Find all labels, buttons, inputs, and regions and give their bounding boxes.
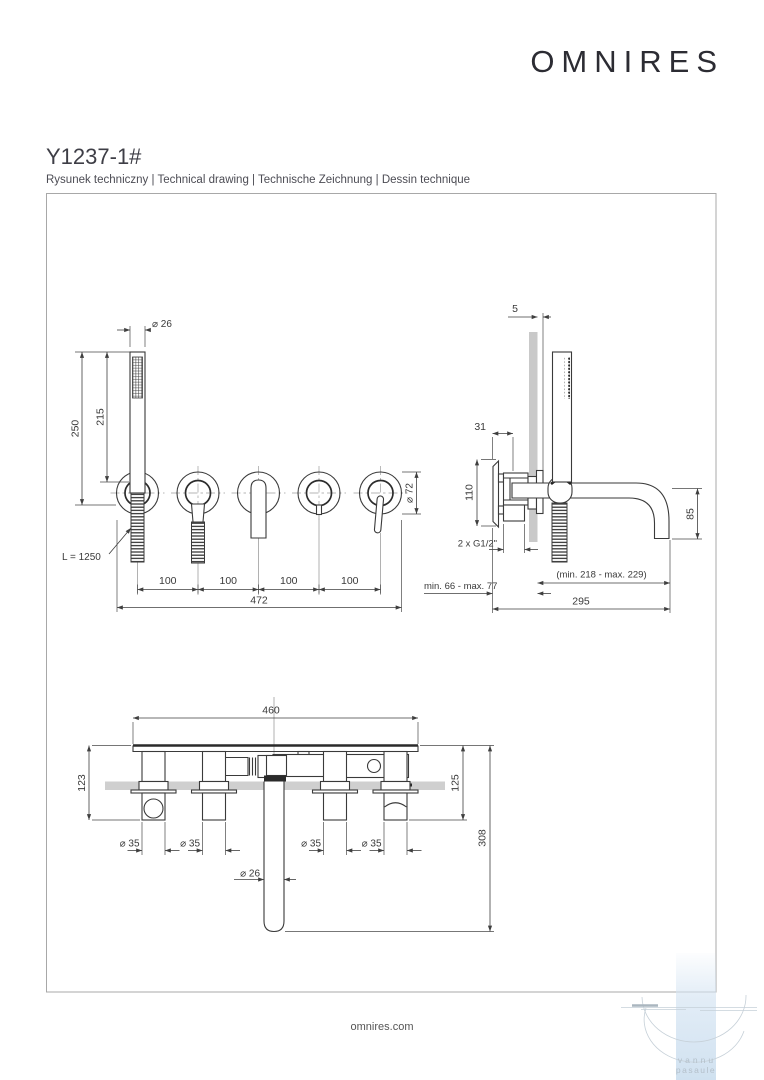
side-view: [424, 303, 702, 613]
hose-outlet-front: [192, 504, 205, 563]
dim-total-width: 472: [250, 594, 268, 607]
dim-rosette-diameter: ⌀ 72: [404, 483, 416, 503]
dim-spout-plan-diameter: ⌀ 26: [240, 868, 260, 880]
drawing-border: [47, 194, 717, 993]
vannu-pasaule-watermark: [621, 953, 757, 1080]
shower-spray-side: [565, 357, 571, 399]
drawing-subtitle: Rysunek techniczny | Technical drawing | Technische Zeichnung | Dessin technique: [46, 174, 471, 186]
spout-plan: [264, 756, 287, 932]
dim-spout-drop: 85: [684, 508, 697, 520]
dim-total-depth: 308: [476, 829, 489, 847]
dim-spacing-2: 100: [219, 575, 238, 587]
dim-hole-1: ⌀ 35: [119, 838, 140, 850]
website-url: omnires.com: [350, 1021, 414, 1033]
dim-total-reach: 295: [572, 595, 590, 608]
front-view: [62, 319, 421, 612]
front-view-dimensions: [62, 319, 421, 612]
dim-total-height: 250: [69, 419, 82, 438]
dim-hole-3: ⌀ 35: [301, 838, 321, 850]
dim-hole-4: ⌀ 35: [361, 838, 382, 850]
dim-body-height: 110: [463, 484, 476, 501]
shower-spray-face: [133, 357, 143, 398]
dim-handle-length: 215: [94, 408, 107, 426]
dim-spout-reach: (min. 218 - max. 229): [556, 569, 647, 581]
dim-connection: 2 x G1/2": [457, 538, 497, 550]
dim-hole-2: ⌀ 35: [180, 838, 200, 850]
dim-left-height: 123: [76, 774, 88, 792]
dim-wall-gap: 5: [512, 303, 518, 315]
dim-spacing-4: 100: [340, 575, 359, 587]
spout-front: [251, 480, 266, 538]
dim-handshower-diameter: ⌀ 26: [152, 319, 172, 330]
hand-shower-side: [548, 352, 572, 562]
dim-hose-length: L = 1250: [62, 552, 101, 563]
hand-shower-front: [130, 352, 145, 562]
dim-rail-width: 460: [262, 704, 280, 717]
dim-body-depth: 31: [474, 421, 486, 433]
dim-mounting-depth: min. 66 - max. 77: [424, 581, 498, 592]
bottom-view-dimensions: [76, 705, 494, 932]
bottom-view: [76, 697, 494, 932]
omnires-logo: OMNIRES: [530, 44, 724, 79]
product-model: Y1237-1#: [46, 144, 142, 169]
dim-right-height: 125: [449, 774, 462, 792]
dim-spacing-3: 100: [279, 575, 298, 587]
mixer-lever-front: [374, 496, 384, 533]
dim-spacing-1: 100: [158, 575, 177, 587]
diverter-stem: [317, 505, 322, 515]
shower-hose-front: [131, 493, 144, 562]
watermark-text-line1: vannu: [677, 1055, 717, 1065]
watermark-text-line2: pasaule: [675, 1065, 717, 1075]
shower-hose-side: [552, 503, 567, 562]
